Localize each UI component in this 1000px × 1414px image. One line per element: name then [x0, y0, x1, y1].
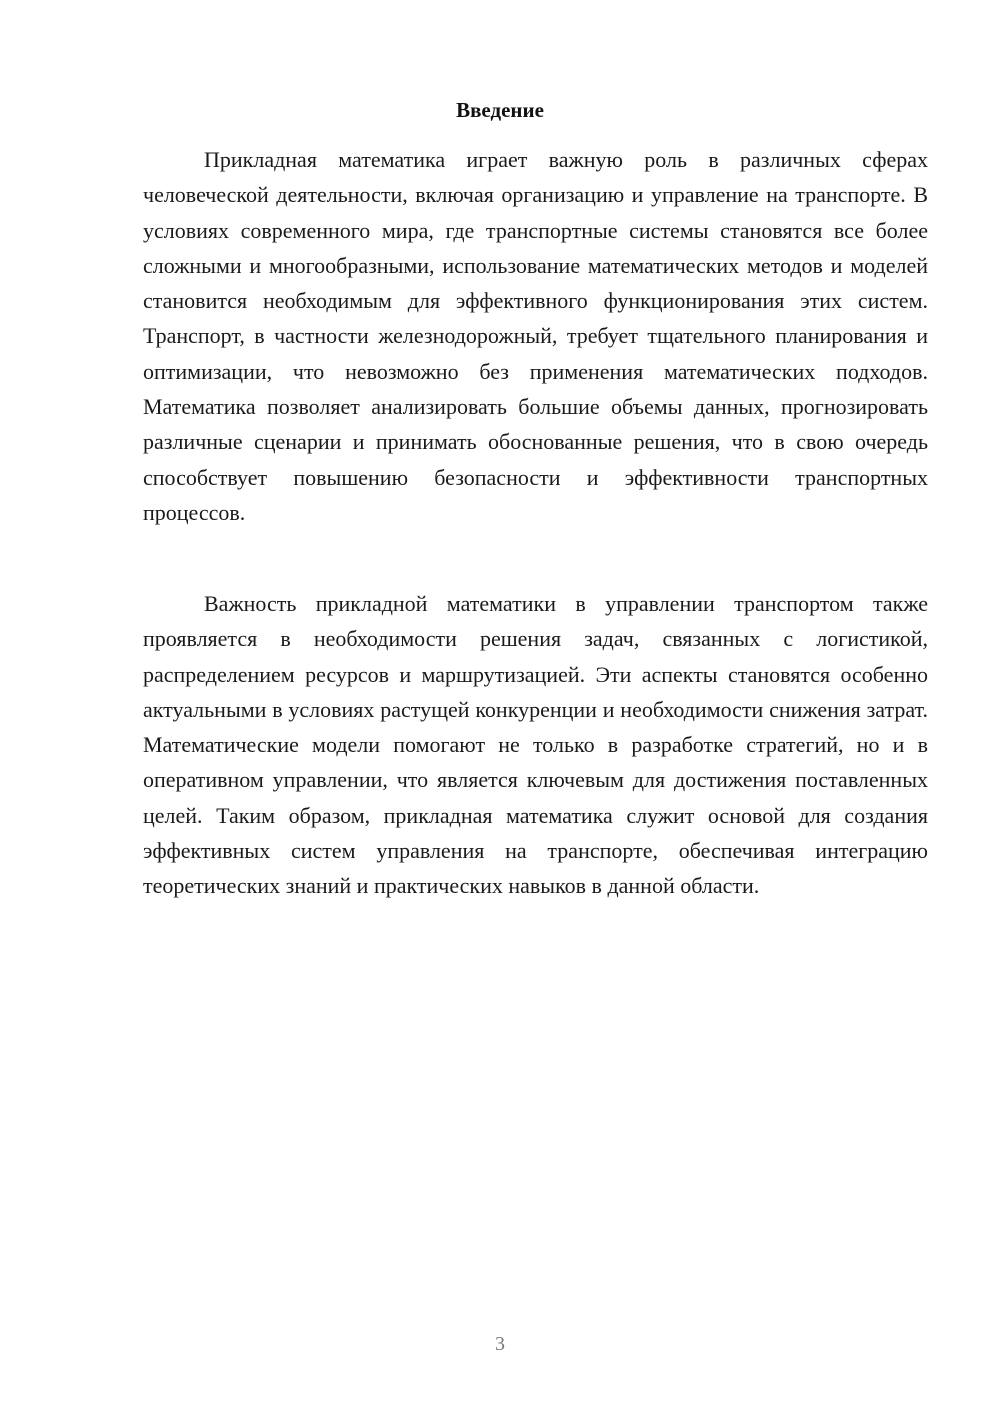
page-number: 3 [495, 1333, 505, 1355]
section-heading: Введение [456, 98, 544, 122]
paragraph-2: Важность прикладной математики в управлении транспортом также проявляется в необходимости решения задач, связанных с логистикой, распределением ресурсов и маршрутизацией. Эти аспекты становятся особенно актуальными в условиях растущей конкуренции и необходимости снижения затрат. Математические модели помогают не только в разработке стратегий, но и в оперативном управлении, что является ключевым для достижения поставленных целей. Таким образом, прикладная математика служит основой для создания эффективных систем управления на транспорте, обеспечивая интеграцию теоретических знаний и практических навыков в данной области. [143, 591, 928, 899]
paragraph-1: Прикладная математика играет важную роль в различных сферах человеческой деятельности, включая организацию и управление на транспорте. В условиях современного мира, где транспортные системы становятся все более сложными и многообразными, использование математических методов и моделей становится необходимым для эффективного функционирования этих систем. Транспорт, в частности железнодорожный, требует тщательного планирования и оптимизации, что невозможно без применения математических подходов. Математика позволяет анализировать большие объемы данных, прогнозировать различные сценарии и принимать обоснованные решения, что в свою очередь способствует повышению безопасности и эффективности транспортных процессов. [143, 147, 928, 525]
